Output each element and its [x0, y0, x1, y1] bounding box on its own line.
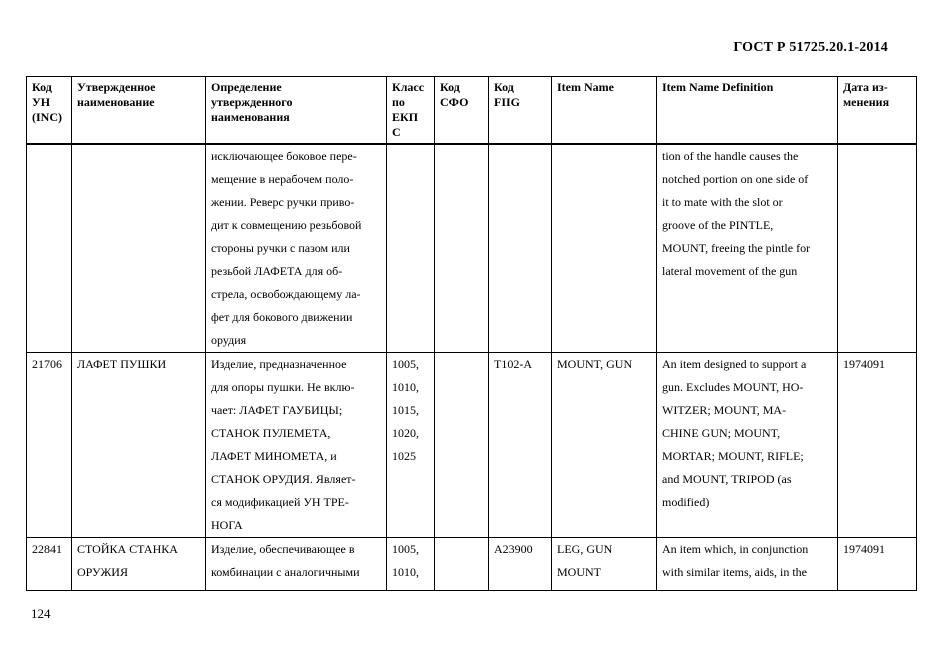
- text-line: стороны ручки с пазом или: [211, 241, 350, 255]
- text-line: 1005,: [392, 357, 419, 371]
- text-line: ОРУЖИЯ: [77, 565, 128, 579]
- text-line: ЛАФЕТ ПУШКИ: [77, 357, 167, 371]
- cell-inc: [27, 144, 72, 353]
- text-line: MOUNT: [557, 565, 601, 579]
- header-line: наименование: [77, 95, 155, 109]
- text-line: исключающее боковое пере-: [211, 149, 357, 163]
- text-line: with similar items, aids, in the: [662, 565, 807, 579]
- text-line: фет для бокового движении: [211, 310, 353, 324]
- cell-definition-en: [657, 353, 838, 538]
- cell-date: 1974091: [838, 353, 917, 538]
- text-line: 1005,: [392, 542, 419, 556]
- cell-definition-en: [657, 538, 838, 591]
- cell-item-name: [552, 144, 657, 353]
- header-line: наименования: [211, 110, 290, 124]
- text-line: комбинации с аналогичными: [211, 565, 360, 579]
- text-line: жении. Реверс ручки приво-: [211, 195, 355, 209]
- text-line: and MOUNT, TRIPOD (as: [662, 472, 792, 486]
- text-line: An item designed to support a: [662, 357, 807, 371]
- text-line: CHINE GUN; MOUNT,: [662, 426, 781, 440]
- header-line: (INC): [32, 110, 62, 124]
- cell-sfo: [435, 144, 489, 353]
- cell-sfo: [435, 353, 489, 538]
- cell-class: [387, 144, 435, 353]
- text-line: дит к совмещению резьбовой: [211, 218, 362, 232]
- table-header-row: [27, 77, 917, 145]
- text-line: 1025: [392, 449, 416, 463]
- text-line: ЛАФЕТ МИНОМЕТА, и: [211, 449, 337, 463]
- header-date: [838, 77, 917, 145]
- text-line: 1010,: [392, 565, 419, 579]
- text-line: для опоры пушки. Не вклю-: [211, 380, 355, 394]
- table-row: [27, 144, 917, 353]
- header-line: Код: [440, 80, 460, 94]
- header-line: Код: [32, 80, 52, 94]
- header-line: Код: [494, 80, 514, 94]
- cell-item-name: [552, 538, 657, 591]
- text-line: gun. Excludes MOUNT, HO-: [662, 380, 804, 394]
- text-line: чает: ЛАФЕТ ГАУБИЦЫ;: [211, 403, 343, 417]
- cell-definition-en: [657, 144, 838, 353]
- text-line: notched portion on one side of: [662, 172, 809, 186]
- table-viewport: [26, 76, 917, 594]
- header-line: по: [392, 95, 405, 109]
- text-line: LEG, GUN: [557, 542, 613, 556]
- header-definition-en: [657, 77, 838, 145]
- text-line: СТАНОК ПУЛЕМЕТА,: [211, 426, 331, 440]
- header-sfo: [435, 77, 489, 145]
- header-definition-ru: [206, 77, 387, 145]
- header-line: Утвержденное: [77, 80, 156, 94]
- cell-name-ru: [72, 144, 206, 353]
- header-line: УН: [32, 95, 51, 109]
- text-line: СТОЙКА СТАНКА: [77, 542, 178, 556]
- cell-class: [387, 538, 435, 591]
- header-name-ru: [72, 77, 206, 145]
- cell-fiig: T102-A: [489, 353, 552, 538]
- header-line: СФО: [440, 95, 469, 109]
- document-standard-id: ГОСТ Р 51725.20.1-2014: [733, 40, 888, 55]
- text-line: НОГА: [211, 518, 243, 532]
- cell-item-name: [552, 353, 657, 538]
- text-line: 1020,: [392, 426, 419, 440]
- header-line: Класс: [392, 80, 425, 94]
- cell-name-ru: [72, 353, 206, 538]
- header-line: Item Name: [557, 80, 614, 94]
- text-line: 1010,: [392, 380, 419, 394]
- text-line: стрела, освобождающему ла-: [211, 287, 361, 301]
- cell-fiig: [489, 144, 552, 353]
- text-line: tion of the handle causes the: [662, 149, 799, 163]
- header-line: Определение: [211, 80, 282, 94]
- text-line: мещение в нерабочем поло-: [211, 172, 354, 186]
- text-line: Изделие, обеспечивающее в: [211, 542, 355, 556]
- table-row: [27, 353, 917, 538]
- cell-definition-ru: [206, 538, 387, 591]
- header-line: ЕКП: [392, 110, 419, 124]
- text-line: MORTAR; MOUNT, RIFLE;: [662, 449, 804, 463]
- header-fiig: [489, 77, 552, 145]
- text-line: lateral movement of the gun: [662, 264, 798, 278]
- cell-definition-ru: [206, 144, 387, 353]
- text-line: ся модификацией УН ТРЕ-: [211, 495, 349, 509]
- text-line: modified): [662, 495, 710, 509]
- text-line: groove of the PINTLE,: [662, 218, 774, 232]
- header-line: Item Name Definition: [662, 80, 774, 94]
- text-line: it to mate with the slot or: [662, 195, 783, 209]
- header-line: FIIG: [494, 95, 521, 109]
- text-line: WITZER; MOUNT, MA-: [662, 403, 787, 417]
- text-line: СТАНОК ОРУДИЯ. Являет-: [211, 472, 356, 486]
- cell-date: 1974091: [838, 538, 917, 591]
- text-line: орудия: [211, 333, 247, 347]
- cell-class: [387, 353, 435, 538]
- cell-inc: 22841: [27, 538, 72, 591]
- header-line: утвержденного: [211, 95, 293, 109]
- cell-name-ru: [72, 538, 206, 591]
- header-class: [387, 77, 435, 145]
- catalog-table: [26, 76, 917, 591]
- header-item-name: [552, 77, 657, 145]
- cell-date: [838, 144, 917, 353]
- table-row: [27, 538, 917, 591]
- cell-fiig: A23900: [489, 538, 552, 591]
- header-line: Дата из-: [843, 80, 888, 94]
- text-line: 1015,: [392, 403, 419, 417]
- text-line: Изделие, предназначенное: [211, 357, 347, 371]
- header-line: менения: [843, 95, 890, 109]
- cell-inc: 21706: [27, 353, 72, 538]
- text-line: MOUNT, freeing the pintle for: [662, 241, 811, 255]
- page-number: 124: [31, 606, 51, 621]
- text-line: MOUNT, GUN: [557, 357, 633, 371]
- header-line: С: [392, 125, 401, 139]
- cell-sfo: [435, 538, 489, 591]
- text-line: An item which, in conjunction: [662, 542, 809, 556]
- cell-definition-ru: [206, 353, 387, 538]
- text-line: резьбой ЛАФЕТА для об-: [211, 264, 343, 278]
- header-inc: [27, 77, 72, 145]
